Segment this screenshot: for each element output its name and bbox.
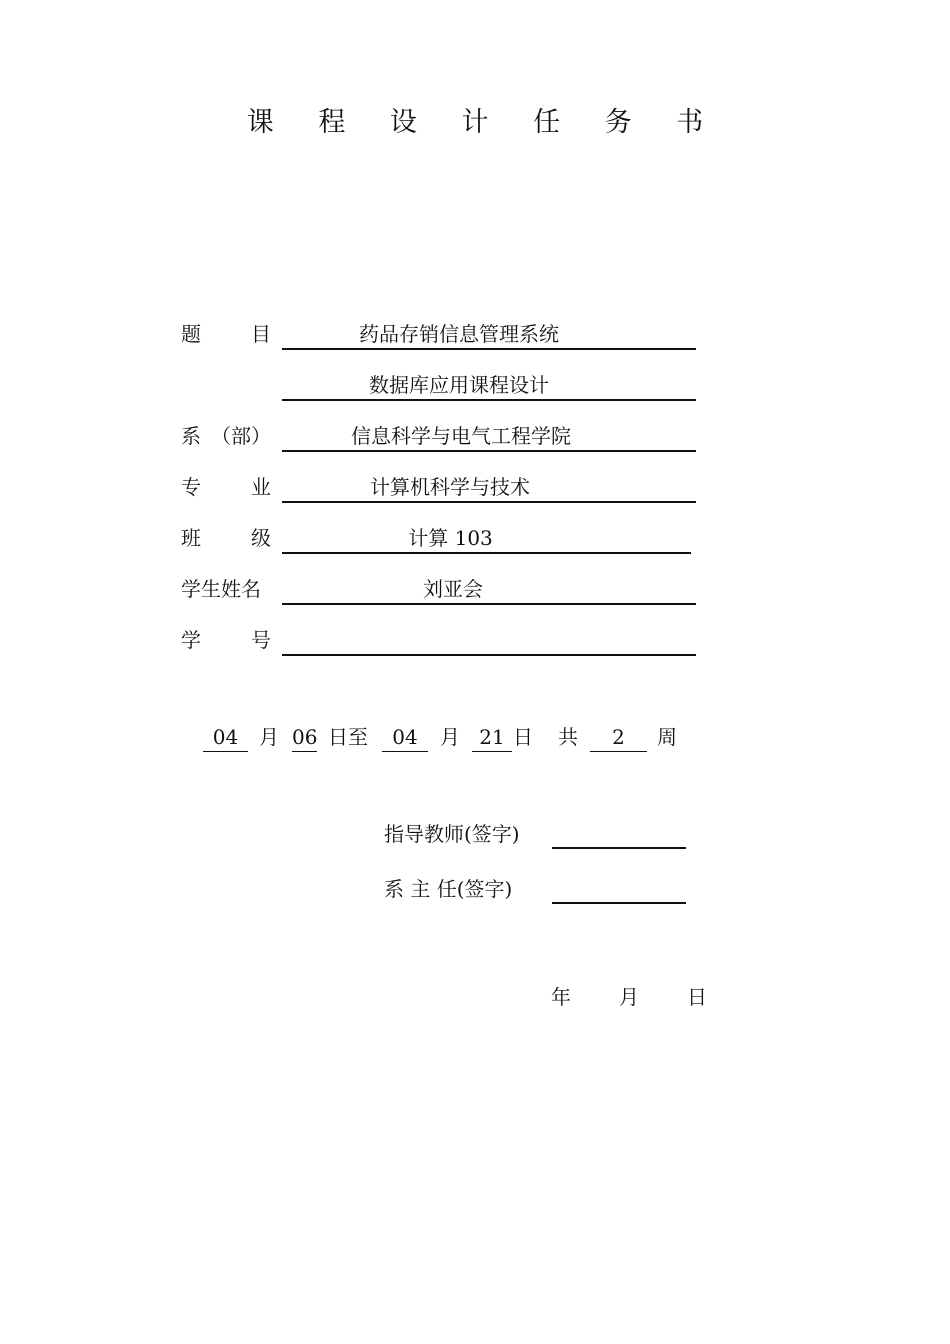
- end-day-blank[interactable]: 21: [472, 723, 512, 752]
- department-label-char-2: （部）: [211, 424, 271, 448]
- total-label: 共: [558, 725, 578, 749]
- major-field[interactable]: [282, 473, 696, 503]
- footer-day: 日: [687, 985, 707, 1009]
- topic-field-line-2[interactable]: [282, 371, 696, 401]
- topic-value-line-1: 药品存销信息管理系统: [359, 322, 559, 346]
- student-id-label: [181, 626, 271, 654]
- start-month-blank[interactable]: 04: [203, 723, 248, 752]
- major-label-char-2: 业: [251, 475, 271, 499]
- department-field[interactable]: [282, 422, 696, 452]
- class-label: [181, 524, 271, 552]
- student-name-label: 学生姓名: [181, 577, 261, 601]
- class-field[interactable]: [282, 524, 691, 554]
- student-id-field[interactable]: [282, 626, 696, 656]
- document-title: 课 程 设 计 任 务 书: [246, 107, 722, 138]
- end-month-unit: 月: [440, 725, 460, 749]
- start-day-unit: 日至: [328, 725, 368, 749]
- period-row: [0, 723, 950, 755]
- student-id-label-char-2: 号: [251, 628, 271, 652]
- footer-month: 月: [619, 985, 639, 1009]
- class-value: 计算 103: [408, 526, 493, 550]
- topic-field-line-1[interactable]: [282, 320, 696, 350]
- end-day-unit: 日: [513, 725, 533, 749]
- advisor-signature-label: 指导教师(签字): [384, 822, 520, 846]
- major-label-char-1: 专: [181, 475, 201, 499]
- weeks-unit: 周: [657, 725, 677, 749]
- topic-label-char-1: 题: [181, 322, 201, 346]
- advisor-signature-line[interactable]: [552, 847, 686, 849]
- head-signature-label: 系 主 任(签字): [384, 877, 513, 901]
- end-month-blank[interactable]: 04: [382, 723, 428, 752]
- major-value: 计算机科学与技术: [370, 475, 530, 499]
- footer-year: 年: [551, 985, 571, 1009]
- major-label: [181, 473, 271, 501]
- department-label-char-1: 系: [181, 424, 201, 448]
- student-id-label-char-1: 学: [181, 628, 201, 652]
- topic-value-line-2: 数据库应用课程设计: [369, 373, 549, 397]
- weeks-blank[interactable]: 2: [590, 723, 647, 752]
- topic-label-char-2: 目: [251, 322, 271, 346]
- head-signature-line[interactable]: [552, 902, 686, 904]
- department-label: [181, 422, 271, 450]
- start-month-unit: 月: [259, 725, 279, 749]
- department-value: 信息科学与电气工程学院: [351, 424, 571, 448]
- student-name-field[interactable]: [282, 575, 696, 605]
- class-label-char-2: 级: [251, 526, 271, 550]
- class-label-char-1: 班: [181, 526, 201, 550]
- student-name-value: 刘亚会: [423, 577, 483, 601]
- start-day-blank[interactable]: 06: [292, 723, 317, 752]
- topic-label: [181, 320, 271, 348]
